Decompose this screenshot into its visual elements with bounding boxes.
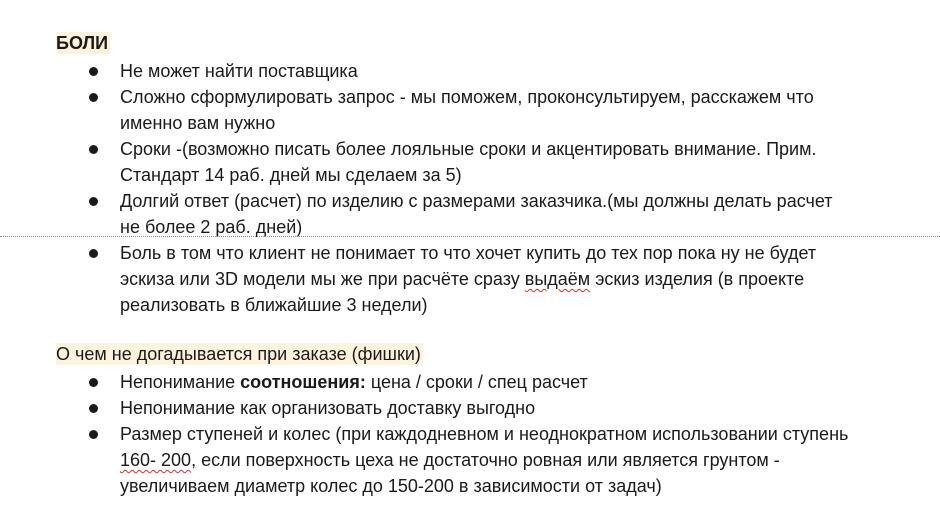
bullet-icon: [89, 93, 98, 102]
bullet-icon: [89, 430, 98, 439]
list-item: [0, 395, 850, 421]
pains-list: [0, 58, 850, 318]
list-item-text: Сроки -(возможно писать более лояльные сроки и акцентировать внимание. Прим. Стандарт 14 раб. дней мы сделаем за 5): [120, 139, 817, 185]
bullet-icon: [89, 378, 98, 387]
list-item-text: Непонимание как организовать доставку выгодно: [120, 398, 536, 418]
list-item-text: [120, 243, 816, 315]
bullet-icon: [89, 404, 98, 413]
list-item: [0, 369, 850, 395]
bold-text: соотношения:: [240, 372, 366, 392]
list-item-text: Сложно сформулировать запрос - мы поможем, проконсультируем, расскажем что именно вам нужно: [120, 87, 814, 133]
list-item-text: Долгий ответ (расчет) по изделию с размерами заказчика.(мы должны делать расчет не более 2 раб. дней): [120, 191, 833, 237]
section-heading-pains: БОЛИ: [56, 33, 109, 53]
bullet-icon: [89, 67, 98, 76]
list-item-text: Не может найти поставщика: [120, 61, 358, 81]
text-segment: цена / сроки / спец расчет: [365, 372, 588, 392]
text-segment: , если поверхность цеха не достаточно ровная или является грунтом - увеличиваем диаметр колес до 150-200 в зависимости от задач): [120, 450, 780, 496]
bullet-icon: [89, 249, 98, 258]
text-segment: Непонимание: [120, 372, 241, 392]
list-item: [0, 421, 850, 499]
features-list: [0, 369, 850, 499]
list-item: [0, 84, 850, 136]
text-segment: Размер ступеней и колес (при каждодневном и неоднократном использовании ступень: [120, 424, 849, 444]
text-segment: эскиз изделия (в проекте реализовать в ближайшие 3 недели): [120, 269, 805, 315]
list-item: [0, 58, 850, 84]
list-item: [0, 240, 850, 318]
list-item: [0, 136, 850, 188]
bullet-icon: [89, 145, 98, 154]
spellcheck-flagged-word[interactable]: выдаём: [524, 269, 591, 289]
list-item-text: [120, 424, 848, 496]
page-break-divider: [0, 236, 940, 237]
list-item-text: [120, 372, 588, 392]
bullet-icon: [89, 197, 98, 206]
text-segment: Боль в том что клиент не понимает то что хочет купить до тех пор пока ну не будет эскиза или 3D модели мы же при расчёте сразу: [120, 243, 817, 289]
list-item: [0, 188, 850, 240]
section-heading-features: О чем не догадывается при заказе (фишки): [56, 344, 421, 364]
spellcheck-flagged-word[interactable]: 160- 200: [120, 450, 192, 470]
